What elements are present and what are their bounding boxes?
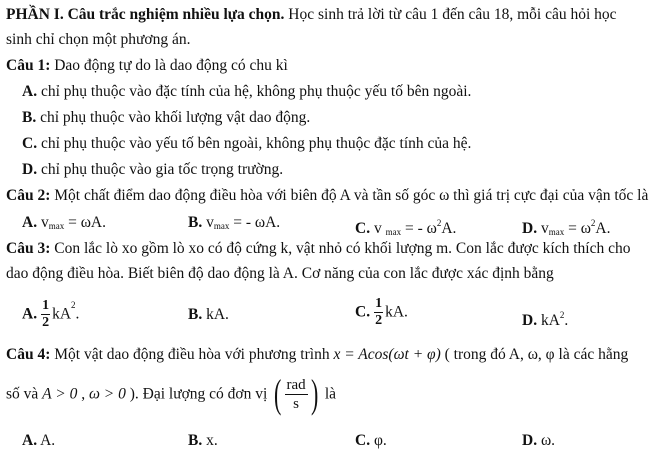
question-4: [6, 346, 628, 364]
superscript: 2: [71, 300, 76, 310]
option-letter: A.: [22, 214, 38, 231]
instruction-text: Học sinh trả lời từ câu 1 đến câu 18, mỗi câu hỏi học: [284, 6, 617, 23]
question-label: Câu 1:: [6, 57, 51, 74]
q2-option-d[interactable]: [522, 214, 610, 241]
q3-option-b[interactable]: [188, 306, 229, 324]
option-end: .: [276, 214, 281, 231]
option-expr: kA.: [202, 306, 229, 323]
option-expr: = ω: [564, 220, 591, 237]
option-text: chỉ phụ thuộc vào gia tốc trọng trường.: [37, 161, 284, 178]
question-text: là: [321, 385, 337, 403]
question-text: Một chất điểm dao động điều hòa với biên độ A và tần số góc ω thì giá trị cực đại của vận tốc là: [50, 187, 649, 204]
question-text: Con lắc lò xo gồm lò xo có độ cứng k, vật nhỏ có khối lượng m. Con lắc được kích thích cho: [50, 240, 631, 257]
unit-denominator: s: [293, 395, 300, 412]
option-letter: D.: [522, 432, 538, 449]
question-1: [6, 57, 288, 75]
right-paren: ): [310, 371, 319, 417]
option-letter: C.: [355, 220, 371, 237]
question-label: Câu 4:: [6, 346, 51, 363]
option-letter: B.: [188, 214, 203, 231]
option-expr: kA.: [385, 303, 408, 321]
superscript: 2: [559, 310, 565, 320]
fraction: [374, 296, 383, 329]
q2-option-a[interactable]: [22, 214, 106, 235]
equation: x = Acos(ωt + φ): [333, 346, 441, 363]
separator: ,: [77, 385, 89, 403]
q4-option-d[interactable]: [522, 432, 555, 450]
option-var: v: [370, 220, 386, 237]
question-text: ). Đại lượng có đơn vị: [125, 385, 272, 403]
q3-option-d[interactable]: [522, 306, 568, 330]
option-letter: A.: [22, 432, 38, 449]
question-2: [6, 187, 648, 205]
instruction-line-2: sinh chỉ chọn một phương án.: [6, 31, 191, 48]
option-expr: = - ωA: [229, 214, 277, 231]
option-text: A.: [37, 432, 56, 449]
numerator: 1: [375, 296, 383, 311]
denominator: 2: [375, 313, 383, 328]
option-letter: A.: [22, 305, 38, 323]
option-end: .: [564, 312, 569, 329]
denominator: 2: [42, 314, 50, 330]
option-letter: C.: [22, 135, 38, 152]
question-label: Câu 2:: [6, 187, 51, 204]
q3-option-c[interactable]: [355, 296, 408, 329]
q1-option-b[interactable]: [22, 109, 310, 127]
question-text: Một vật dao động điều hòa với phương trình: [50, 346, 334, 363]
option-letter: B.: [22, 109, 37, 126]
q1-option-d[interactable]: [22, 161, 283, 179]
question-text-cont: ( trong đó A, ω, φ là các hằng: [440, 346, 629, 363]
option-letter: C.: [355, 303, 371, 321]
question-text: Dao động tự do là dao động có chu kì: [50, 57, 288, 74]
numerator: 1: [42, 297, 50, 313]
option-text: chỉ phụ thuộc vào đặc tính của hệ, không phụ thuộc yếu tố bên ngoài.: [37, 83, 472, 100]
option-expr: = ωA.: [64, 214, 106, 231]
question-4-line-2: [6, 372, 336, 416]
question-3: [6, 240, 631, 258]
q2-option-b[interactable]: [188, 214, 280, 235]
question-label: Câu 3:: [6, 240, 51, 257]
option-text: φ.: [370, 432, 387, 449]
option-expr: kA: [52, 305, 72, 323]
option-text: chỉ phụ thuộc vào yếu tố bên ngoài, không phụ thuộc đặc tính của hệ.: [37, 135, 472, 152]
superscript: 2: [590, 218, 596, 228]
q1-option-a[interactable]: [22, 83, 471, 101]
question-3-line-2: dao động điều hòa. Biết biên độ dao động là A. Cơ năng của con lắc được xác định bằng: [6, 265, 554, 282]
option-expr: = - ω: [401, 220, 437, 237]
q2-option-c[interactable]: [355, 214, 456, 241]
part-heading: [6, 6, 617, 24]
option-expr: kA: [537, 312, 560, 329]
option-letter: A.: [22, 83, 38, 100]
option-var: v: [537, 220, 549, 237]
superscript: 2: [436, 218, 442, 228]
q4-option-c[interactable]: [355, 432, 387, 450]
option-end: A.: [595, 220, 611, 237]
condition-omega: ω > 0: [88, 385, 126, 403]
option-letter: D.: [522, 220, 538, 237]
option-var: v: [37, 214, 49, 231]
option-end: A.: [441, 220, 457, 237]
question-text: số và: [6, 385, 43, 403]
subscript: max: [213, 221, 230, 231]
part-label: PHẦN I. Câu trắc nghiệm nhiều lựa chọn.: [6, 6, 285, 23]
option-letter: C.: [355, 432, 371, 449]
option-var: v: [202, 214, 214, 231]
option-letter: B.: [188, 432, 203, 449]
q4-option-b[interactable]: [188, 432, 218, 450]
fraction: [41, 298, 50, 331]
condition-amplitude: A > 0: [42, 385, 78, 403]
unit-fraction: [285, 376, 308, 413]
option-text: chỉ phụ thuộc vào khối lượng vật dao động.: [36, 109, 311, 126]
option-end: .: [75, 305, 80, 323]
q1-option-c[interactable]: [22, 135, 471, 153]
subscript: max: [548, 227, 565, 237]
left-paren: (: [274, 371, 282, 417]
subscript: max: [48, 221, 65, 231]
option-text: ω.: [537, 432, 556, 449]
option-text: x.: [202, 432, 218, 449]
q4-option-a[interactable]: [22, 432, 55, 450]
option-letter: D.: [22, 161, 38, 178]
subscript: max: [385, 227, 402, 237]
q3-option-a[interactable]: [22, 296, 79, 331]
unit-numerator: rad: [286, 376, 306, 393]
option-letter: D.: [522, 312, 538, 329]
option-letter: B.: [188, 306, 203, 323]
